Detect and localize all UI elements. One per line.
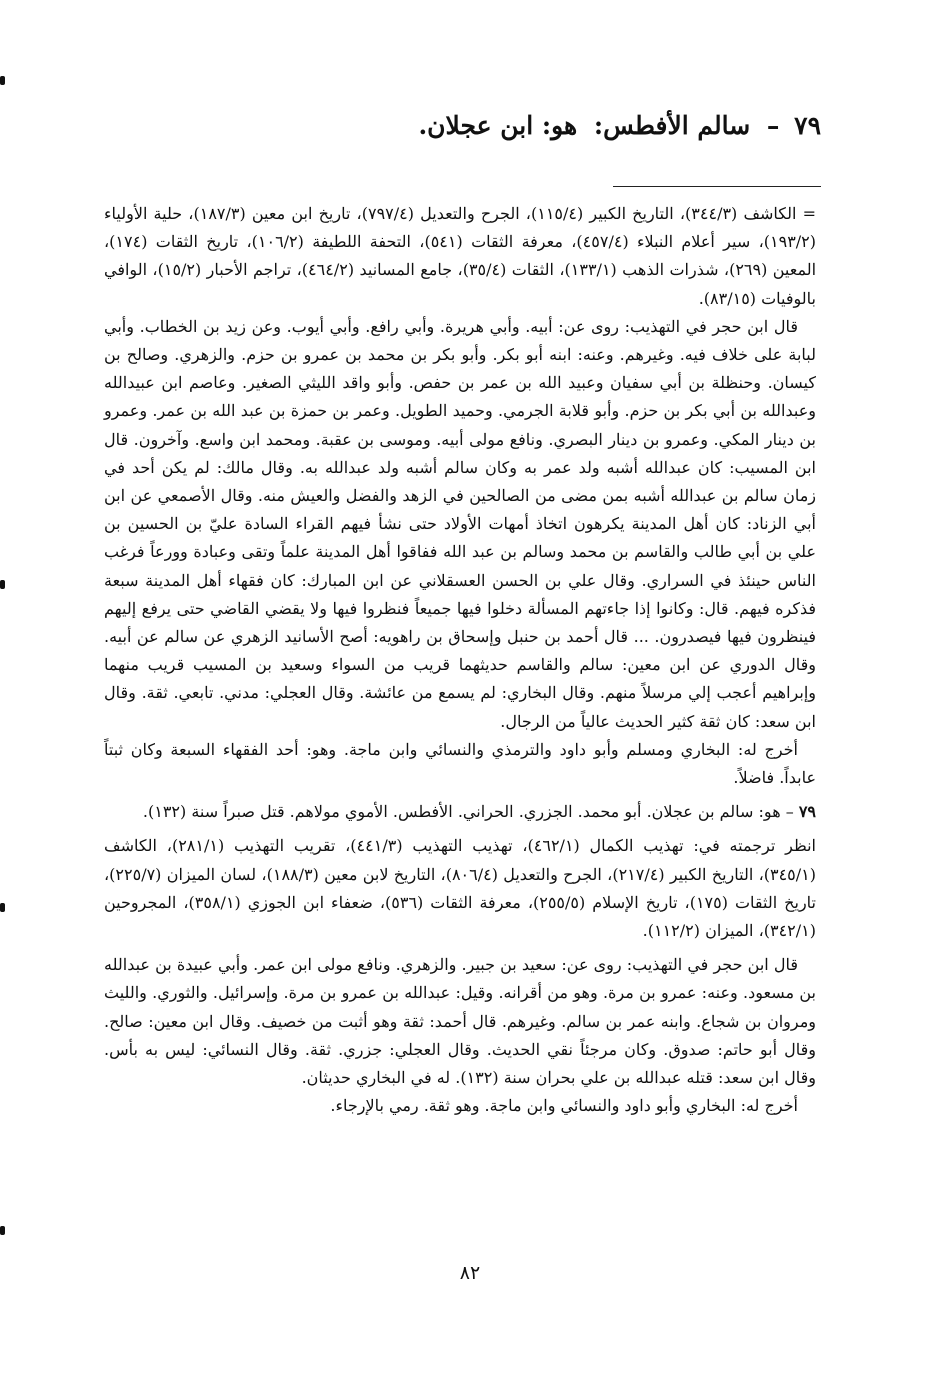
tahdhib-quote-2: قال ابن حجر في التهذيب: روى عن: سعيد بن جبير. والزهري. ونافع مولى ابن عمر. وأبي عبيدة بن عبدالله بن مسعود. وعنه: عمرو بن مرة. وهو من أقرانه. وقيل: عبدالله بن عمرو بن مرة. وإسرائيل. والثوري. والليث ومروان بن شجاع. وابنه عمر بن سالم. وغيرهم. قال أحمد: ثقة وهو أثبت من خصيف. وقال ابن معين: صالح. وقال أبو حاتم: صدوق. وكان مرجئاً نقي الحديث. وقال العجلي: جزري. ثقة. وقال النسائي: ليس به بأس. وقال ابن سعد: قتله عبدالله بن علي بحران سنة (١٣٢). له في البخاري حديثان.	[104, 955, 817, 1088]
entry-note	[104, 798, 816, 826]
scan-margin-mark	[0, 580, 5, 589]
entry-heading	[261, 108, 821, 144]
tahdhib-quote: قال ابن حجر في التهذيب: روى عن: أبيه. وأبي هريرة. وأبي رافع. وأبي أيوب. وعن زيد بن الخطاب. وأبي لبابة على خلاف فيه. وغيرهم. وعنه: ابنه أبو بكر. وأبو بكر بن محمد بن عمرو بن حزم. والزهري. وصالح بن كيسان. وحنظلة بن أبي سفيان وعبيد الله بن عمر بن حفص. وأبو واقد الليثي الصغير. وعاصم ابن عبيدالله وعبدالله بن أبي بكر بن حزم. وأبو قلابة الجرمي. وحميد الطويل. وعمر بن حمزة بن عبد الله بن عمر. وعمرو بن دينار المكي. وعمرو بن دينار البصري. ونافع مولى أبيه. وموسى بن عقبة. ومحمد ابن واسع. وآخرون. قال ابن المسيب: كان عبدالله أشبه ولد عمر به وكان سالم أشبه ولد عبدالله به. وقال مالك: لم يكن أحد في زمان سالم بن عبدالله أشبه بمن مضى من الصالحين في الزهد والفضل والعيش منه. وقال الأصمعي عن ابن أبي الزناد: كان أهل المدينة يكرهون اتخاذ أمهات الأولاد حتى نشأ فيهم القراء السادة عليّ بن الحسين بن علي بن أبي طالب والقاسم بن محمد وسالم بن عبد الله ففاقوا أهل المدينة علماً وتقى وعبادة وورعاً فرغب الناس حينئذ في السراري. وقال علي بن الحسن العسقلاني عن ابن المبارك: كان فقهاء أهل المدينة سبعة فذكره فيهم. قال: وكانوا إذا جاءتهم المسألة دخلوا فيها جميعاً فنظروا فيها ولا يقضي القاضي حتى يرفع إليهم فينظرون فيها فيصدرون. ... قال أحمد بن حنبل وإسحاق بن راهويه: أصح الأسانيد الزهري عن سالم عن أبيه. وقال الدوري عن ابن معين: سالم والقاسم حديثهما قريب من السواء وسعيد بن المسيب قريب منهما وإبراهيم أعجب إلي مرسلاً منهم. وقال البخاري: لم يسمع من عائشة. وقال العجلي: مدني. تابعي. ثقة. وقال ابن سعد: كان ثقة كثير الحديث عالياً من الرجال.	[104, 316, 816, 731]
entry-number: ٧٩	[794, 111, 821, 140]
sources-list: انظر ترجمته في: تهذيب الكمال (٤٦٢/١)، تهذيب التهذيب (٤٤١/٣)، تقريب التهذيب (٢٨١/١)، الكاشف (٣٤٥/١)، التاريخ الكبير (٢١٧/٤)، الجرح والتعديل (٨٠٦/٤)، التاريخ لابن معين (١٨٨/٣)، لسان الميزان (٢٢٥/٧)، تاريخ الثقات (١٧٥)، تاريخ الإسلام (٢٥٥/٥)، معرفة الثقات (٥٣٦)، ضعفاء ابن الجوزي (٣٥٨/١)، المجروحين (٣٤٢/١)، الميزان (١١٢/٢).	[104, 836, 816, 941]
note-entry-number: ٧٩	[798, 802, 816, 822]
narrators-note-2: أخرج له: البخاري وأبو داود والنسائي وابن ماجة. وهو ثقة. رمي بالإرجاء.	[330, 1096, 798, 1116]
footnote-rule	[613, 186, 821, 187]
page-number: ٨٢	[459, 1262, 481, 1284]
narrators-note: أخرج له: البخاري ومسلم وأبو داود والترمذي والنسائي وابن ماجة. وهو: أحد الفقهاء السبعة وكان ثبتاً عابداً. فاضلاً.	[104, 739, 816, 788]
entry-identity: هو: ابن عجلان.	[418, 111, 578, 140]
scan-margin-mark	[0, 76, 5, 85]
footnote-body	[104, 200, 816, 1121]
scan-margin-mark	[0, 903, 5, 912]
entry-name: سالم الأفطس:	[593, 111, 751, 140]
note-separator: –	[785, 802, 794, 822]
heading-separator: –	[766, 111, 780, 140]
entry-note-text: هو: سالم بن عجلان. أبو محمد. الجزري. الحراني. الأفطس. الأموي مولاهم. قتل صبراً سنة (١٣٢).	[142, 802, 781, 822]
scan-margin-mark	[0, 1226, 5, 1235]
sources-continued: = الكاشف (٣٤٤/٣)، التاريخ الكبير (١١٥/٤)، الجرح والتعديل (٧٩٧/٤)، تاريخ ابن معين (١٨٧/٣)، حلية الأولياء (١٩٣/٢)، سير أعلام النبلاء (٤٥٧/٤)، معرفة الثقات (٥٤١)، التحفة اللطيفة (١٠٦/٢)، تاريخ الثقات (١٧٤)، المعين (٢٦٩)، شذرات الذهب (١٣٣/١)، الثقات (٣٥/٤)، جامع المسانيد (٤٦٤/٢)، تراجم الأحبار (١٥/٢)، الوافي بالوفيات (٨٣/١٥).	[104, 204, 817, 308]
